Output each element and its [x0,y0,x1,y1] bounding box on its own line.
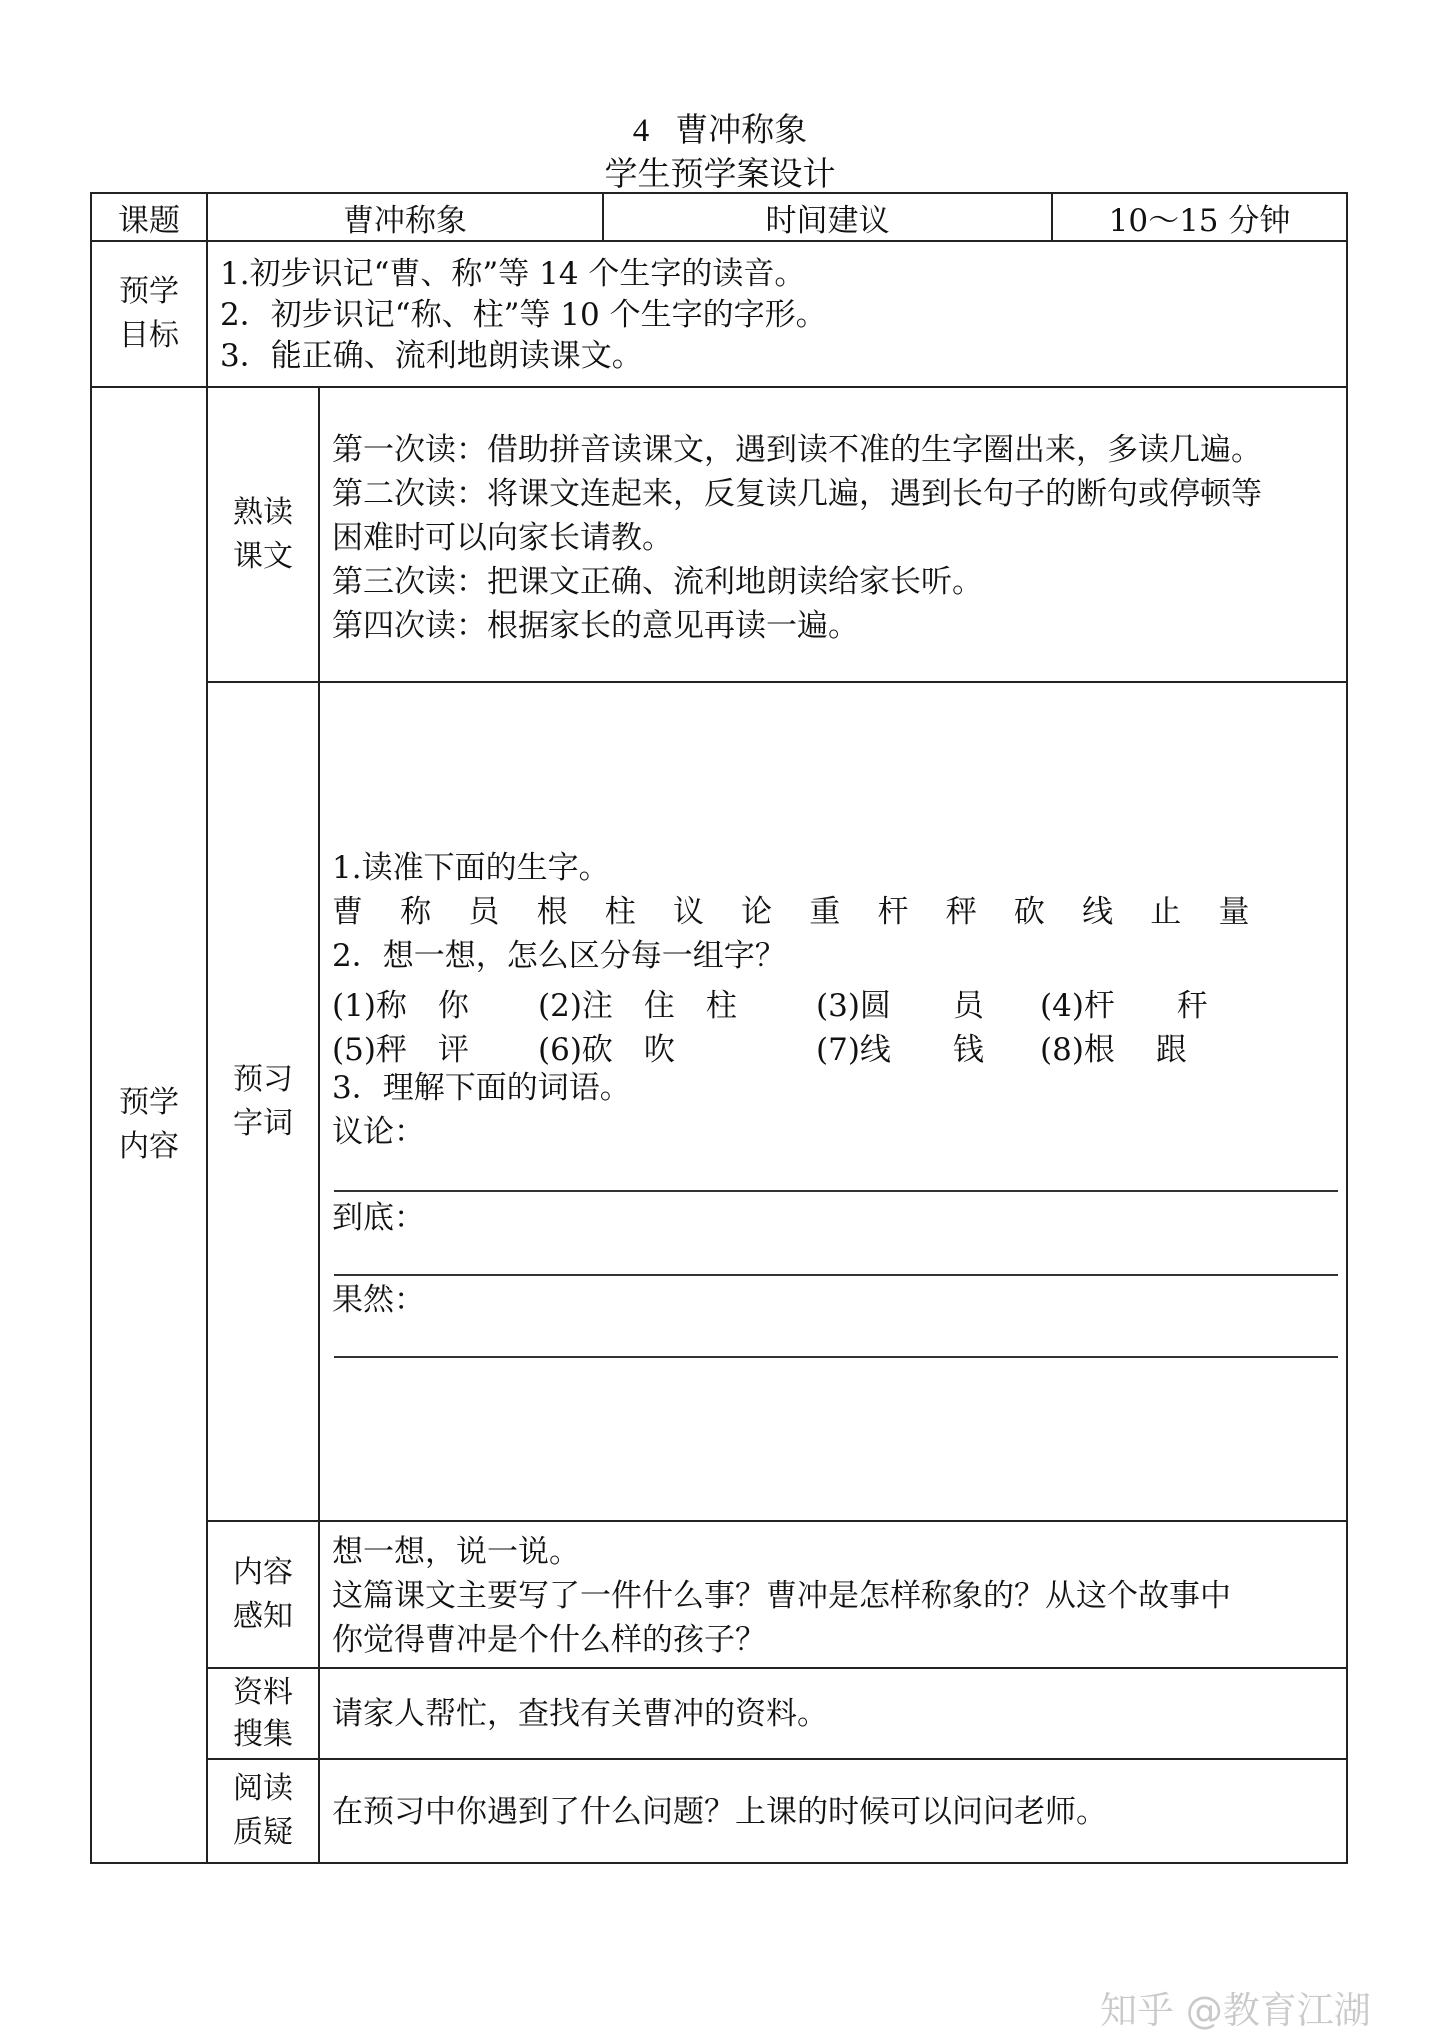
time-value: 10～15 分钟 [1108,202,1291,239]
watermark: 知乎 @教育江湖 [1100,1989,1371,2032]
reading-label: 熟读 课文 [233,494,293,574]
words-label: 预习 字词 [233,1061,293,1141]
char-item: 量 [1218,894,1250,930]
reading-step: 第一次读：借助拼音读课文，遇到读不准的生字圈出来，多读几遍。 [332,432,1262,468]
char-group: (3)圆 员 [816,988,984,1024]
reading-step: 第二次读：将课文连起来，反复读几遍，遇到长句子的断句或停顿等 [332,476,1262,512]
char-item: 论 [741,894,773,930]
char-group: (5)秤 评 [332,1032,469,1068]
answer-line[interactable] [334,1274,1338,1276]
char-item: 称 [400,894,432,930]
time-label: 时间建议 [765,202,890,239]
document-subtitle: 学生预学案设计 [604,154,836,193]
lesson-title [0,104,1440,151]
research-label: 资料 搜集 [233,1674,293,1752]
char-item: 根 [536,894,568,930]
char-item: 止 [1150,894,1182,930]
reading-step: 第三次读：把课文正确、流利地朗读给家长听。 [332,564,983,600]
goals-label: 预学 目标 [119,274,179,353]
perception-label: 内容 感知 [233,1554,293,1634]
goal-item: 1.初步识记“曹、称”等 14 个生字的读音。 [220,256,806,292]
char-group: (7)线 钱 [816,1032,984,1068]
answer-line[interactable] [334,1356,1338,1358]
topic-value: 曹冲称象 [343,202,467,239]
goals-list [220,254,827,377]
research-text: 请家人帮忙，查找有关曹冲的资料。 [332,1696,828,1732]
reading-steps [332,428,1262,648]
content-label: 预学 内容 [119,1085,179,1164]
char-item: 柱 [604,894,636,930]
char-group: (2)注 住 柱 [538,988,737,1024]
task-distinguish: 2．想一想，怎么区分每一组字？ [332,938,786,974]
char-item: 秤 [945,894,977,930]
char-item: 砍 [1013,894,1045,930]
char-group: (8)根 跟 [1040,1032,1187,1068]
char-group: (4)杆 秆 [1040,988,1208,1024]
term-label: 到底： [332,1200,425,1236]
reading-step: 第四次读：根据家长的意见再读一遍。 [332,608,859,644]
goal-item: 3．能正确、流利地朗读课文。 [220,338,643,374]
char-item: 重 [809,894,841,930]
char-item: 杆 [877,894,909,930]
goal-item: 2．初步识记“称、柱”等 10 个生字的字形。 [220,297,827,333]
perception-text: 想一想，说一说。 这篇课文主要写了一件什么事？曹冲是怎样称象的？从这个故事中 你觉得曹冲是个什么样的孩子？ [332,1534,1231,1658]
topic-label: 课题 [118,202,180,239]
answer-line[interactable] [334,1190,1338,1192]
term-label: 议论： [332,1114,425,1150]
char-item: 员 [468,894,500,930]
char-list [332,890,1287,934]
term-label: 果然： [332,1282,425,1318]
lesson-title-text: 曹冲称象 [675,110,808,149]
reading-step: 困难时可以向家长请教。 [332,520,673,556]
lesson-number: 4 [632,113,650,149]
task-understand: 3．理解下面的词语。 [332,1070,631,1106]
questions-label: 阅读 质疑 [233,1771,293,1850]
questions-text: 在预习中你遇到了什么问题？上课的时候可以问问老师。 [332,1794,1107,1830]
char-item: 议 [672,894,704,930]
char-group: (6)砍 吹 [538,1032,675,1068]
task-read-chars: 1.读准下面的生字。 [332,850,610,886]
char-group: (1)称 你 [332,988,469,1024]
char-item: 曹 [332,894,363,930]
char-item: 线 [1082,894,1114,930]
